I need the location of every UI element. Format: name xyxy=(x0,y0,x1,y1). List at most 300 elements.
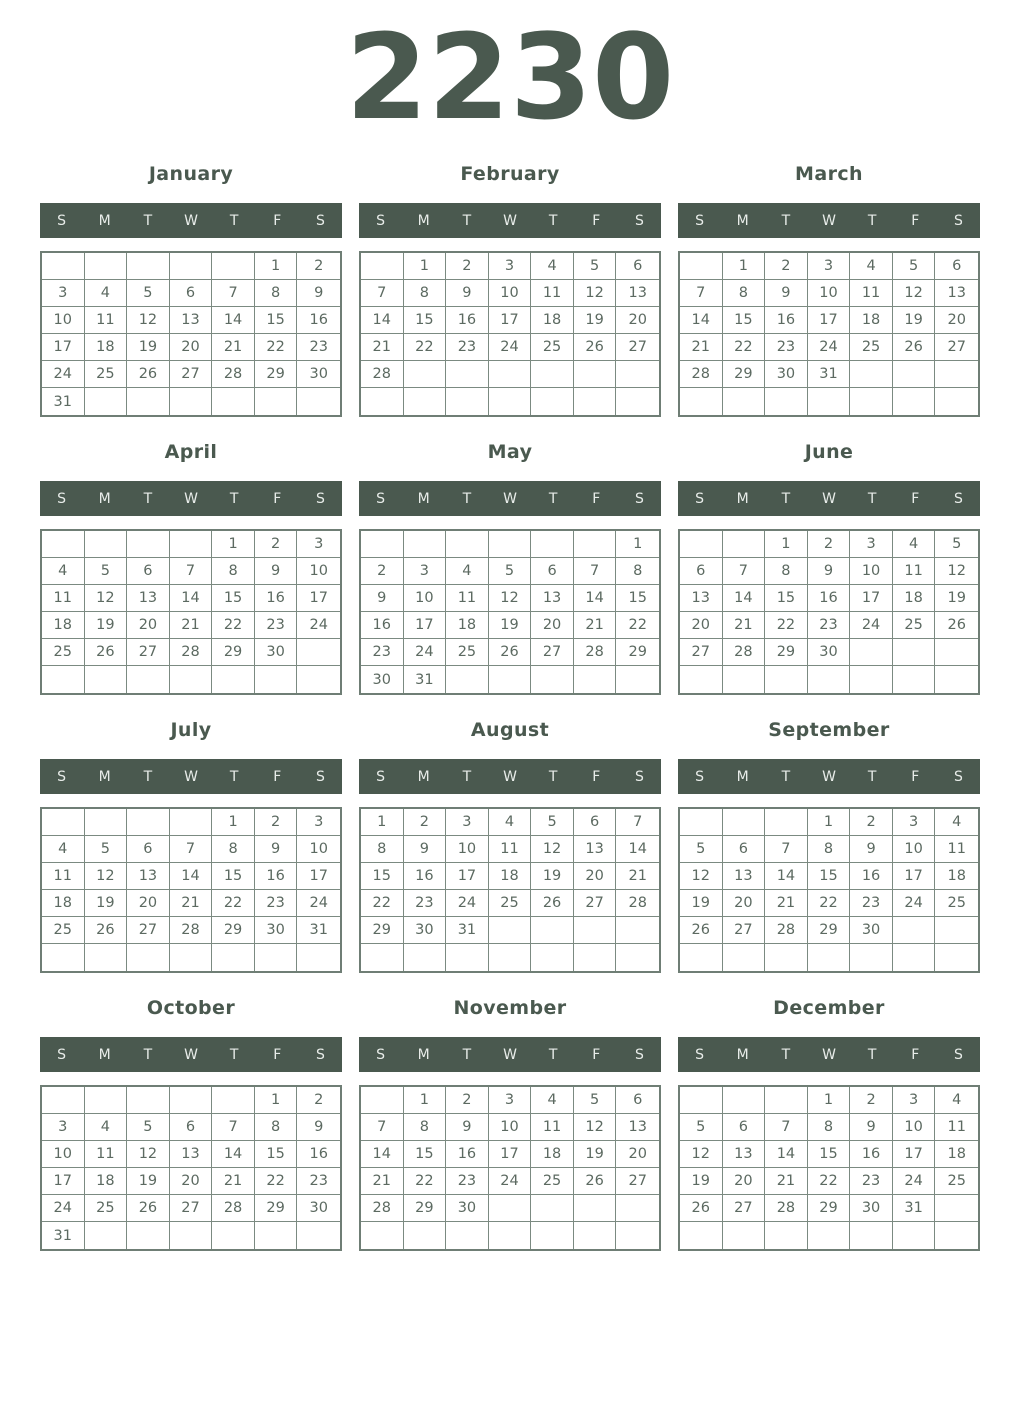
day-cell: 2 xyxy=(850,1087,893,1114)
day-cell: 23 xyxy=(446,334,489,361)
day-cell: 1 xyxy=(808,1087,851,1114)
day-cell: 1 xyxy=(255,253,298,280)
day-cell: 3 xyxy=(893,809,936,836)
day-cell-empty xyxy=(935,944,978,971)
day-cell-empty xyxy=(170,944,213,971)
month-section xyxy=(40,145,342,423)
day-cell: 20 xyxy=(170,1168,213,1195)
day-cell-empty xyxy=(170,253,213,280)
day-cell: 25 xyxy=(850,334,893,361)
day-cell: 26 xyxy=(893,334,936,361)
day-cell-empty xyxy=(616,666,659,693)
day-cell: 14 xyxy=(212,1141,255,1168)
day-cell-empty xyxy=(808,944,851,971)
day-cell: 12 xyxy=(127,307,170,334)
weekday-label: S xyxy=(57,490,67,507)
day-cell: 10 xyxy=(489,1114,532,1141)
day-cell: 21 xyxy=(680,334,723,361)
day-cell: 3 xyxy=(297,531,340,558)
month-day-grid xyxy=(678,251,980,417)
day-cell: 29 xyxy=(255,361,298,388)
day-cell: 5 xyxy=(893,253,936,280)
weekday-label: W xyxy=(184,490,198,507)
day-cell: 31 xyxy=(446,917,489,944)
day-cell: 28 xyxy=(361,1195,404,1222)
weekday-label: M xyxy=(736,768,749,785)
day-cell: 24 xyxy=(446,890,489,917)
day-cell: 16 xyxy=(255,863,298,890)
day-cell: 5 xyxy=(127,280,170,307)
day-cell: 7 xyxy=(723,558,766,585)
day-cell: 27 xyxy=(170,361,213,388)
day-cell-empty xyxy=(935,388,978,415)
day-cell: 14 xyxy=(170,863,213,890)
weekday-label: T xyxy=(229,212,239,229)
day-cell: 17 xyxy=(42,334,85,361)
day-cell: 12 xyxy=(893,280,936,307)
day-cell: 19 xyxy=(680,1168,723,1195)
day-cell: 17 xyxy=(446,863,489,890)
weekday-label: T xyxy=(781,212,791,229)
day-cell: 3 xyxy=(489,1087,532,1114)
day-cell: 31 xyxy=(42,388,85,415)
day-cell: 23 xyxy=(446,1168,489,1195)
day-cell-empty xyxy=(680,531,723,558)
day-cell-empty xyxy=(85,253,128,280)
weekday-label: T xyxy=(462,1046,472,1063)
day-cell: 11 xyxy=(893,558,936,585)
day-cell: 26 xyxy=(127,361,170,388)
day-cell: 14 xyxy=(616,836,659,863)
day-cell: 30 xyxy=(255,917,298,944)
weekday-label: M xyxy=(417,490,430,507)
weekday-label: S xyxy=(315,768,325,785)
day-cell: 19 xyxy=(489,612,532,639)
weekday-label: F xyxy=(911,1046,920,1063)
month-name: September xyxy=(768,719,890,741)
day-cell: 25 xyxy=(893,612,936,639)
month-section xyxy=(678,145,980,423)
day-cell: 29 xyxy=(404,1195,447,1222)
day-cell: 27 xyxy=(616,334,659,361)
day-cell: 20 xyxy=(531,612,574,639)
day-cell: 5 xyxy=(489,558,532,585)
day-cell: 10 xyxy=(893,1114,936,1141)
day-cell-empty xyxy=(574,1222,617,1249)
day-cell: 19 xyxy=(127,1168,170,1195)
day-cell: 12 xyxy=(85,585,128,612)
day-cell-empty xyxy=(531,666,574,693)
day-cell: 10 xyxy=(489,280,532,307)
day-cell-empty xyxy=(765,666,808,693)
day-cell-empty xyxy=(489,917,532,944)
day-cell: 6 xyxy=(935,253,978,280)
day-cell: 26 xyxy=(489,639,532,666)
weekday-label: M xyxy=(736,490,749,507)
weekday-header-row xyxy=(40,759,342,794)
day-cell-empty xyxy=(531,917,574,944)
day-cell: 26 xyxy=(127,1195,170,1222)
day-cell: 5 xyxy=(680,1114,723,1141)
day-cell: 19 xyxy=(574,1141,617,1168)
day-cell: 3 xyxy=(893,1087,936,1114)
day-cell: 20 xyxy=(723,890,766,917)
day-cell: 11 xyxy=(935,836,978,863)
day-cell: 15 xyxy=(404,1141,447,1168)
day-cell-empty xyxy=(446,666,489,693)
day-cell-empty xyxy=(574,1195,617,1222)
day-cell: 18 xyxy=(489,863,532,890)
day-cell: 11 xyxy=(42,863,85,890)
day-cell: 15 xyxy=(765,585,808,612)
day-cell: 16 xyxy=(446,307,489,334)
month-section xyxy=(40,423,342,701)
day-cell: 1 xyxy=(404,1087,447,1114)
day-cell-empty xyxy=(212,666,255,693)
month-section xyxy=(359,423,661,701)
day-cell: 6 xyxy=(616,1087,659,1114)
day-cell: 30 xyxy=(808,639,851,666)
month-day-grid xyxy=(359,529,661,695)
day-cell: 22 xyxy=(212,890,255,917)
day-cell-empty xyxy=(850,639,893,666)
weekday-label: T xyxy=(867,1046,877,1063)
year-header xyxy=(0,0,1020,145)
month-day-grid xyxy=(40,251,342,417)
day-cell: 20 xyxy=(127,890,170,917)
day-cell: 3 xyxy=(42,280,85,307)
weekday-label: S xyxy=(57,1046,67,1063)
day-cell: 25 xyxy=(85,361,128,388)
month-day-grid xyxy=(359,251,661,417)
day-cell: 15 xyxy=(808,1141,851,1168)
month-day-grid xyxy=(678,807,980,973)
day-cell: 16 xyxy=(850,1141,893,1168)
day-cell-empty xyxy=(85,944,128,971)
day-cell-empty xyxy=(361,531,404,558)
day-cell: 13 xyxy=(531,585,574,612)
day-cell: 11 xyxy=(935,1114,978,1141)
day-cell-empty xyxy=(127,1222,170,1249)
day-cell-empty xyxy=(489,1222,532,1249)
day-cell-empty xyxy=(170,666,213,693)
day-cell-empty xyxy=(531,361,574,388)
day-cell: 13 xyxy=(935,280,978,307)
day-cell: 1 xyxy=(212,531,255,558)
day-cell: 18 xyxy=(85,334,128,361)
day-cell: 10 xyxy=(42,307,85,334)
day-cell: 26 xyxy=(574,1168,617,1195)
weekday-header-row xyxy=(359,203,661,238)
day-cell: 22 xyxy=(808,1168,851,1195)
day-cell: 30 xyxy=(850,917,893,944)
day-cell: 30 xyxy=(850,1195,893,1222)
day-cell: 7 xyxy=(765,1114,808,1141)
day-cell: 17 xyxy=(42,1168,85,1195)
day-cell: 15 xyxy=(404,307,447,334)
weekday-header-row xyxy=(40,203,342,238)
day-cell: 28 xyxy=(212,1195,255,1222)
day-cell-empty xyxy=(680,944,723,971)
day-cell: 4 xyxy=(42,836,85,863)
day-cell: 15 xyxy=(723,307,766,334)
day-cell-empty xyxy=(574,388,617,415)
day-cell: 19 xyxy=(85,890,128,917)
day-cell: 21 xyxy=(212,334,255,361)
day-cell: 8 xyxy=(723,280,766,307)
weekday-label: M xyxy=(98,768,111,785)
day-cell: 6 xyxy=(170,1114,213,1141)
day-cell-empty xyxy=(850,388,893,415)
day-cell-empty xyxy=(935,1195,978,1222)
day-cell: 20 xyxy=(127,612,170,639)
day-cell-empty xyxy=(127,388,170,415)
day-cell: 11 xyxy=(85,1141,128,1168)
day-cell: 15 xyxy=(616,585,659,612)
weekday-label: T xyxy=(867,768,877,785)
weekday-header-row xyxy=(40,481,342,516)
weekday-label: F xyxy=(592,768,601,785)
weekday-label: F xyxy=(273,1046,282,1063)
day-cell: 24 xyxy=(893,1168,936,1195)
day-cell: 30 xyxy=(255,639,298,666)
day-cell: 28 xyxy=(574,639,617,666)
day-cell: 5 xyxy=(85,836,128,863)
month-name: August xyxy=(470,719,550,741)
day-cell: 21 xyxy=(574,612,617,639)
weekday-label: S xyxy=(376,768,386,785)
day-cell: 10 xyxy=(297,836,340,863)
day-cell: 4 xyxy=(85,280,128,307)
day-cell: 24 xyxy=(489,334,532,361)
day-cell: 24 xyxy=(297,612,340,639)
day-cell: 2 xyxy=(255,809,298,836)
day-cell: 23 xyxy=(361,639,404,666)
day-cell: 1 xyxy=(808,809,851,836)
day-cell: 1 xyxy=(255,1087,298,1114)
day-cell: 13 xyxy=(170,1141,213,1168)
day-cell-empty xyxy=(489,361,532,388)
day-cell-empty xyxy=(212,1087,255,1114)
weekday-label: S xyxy=(57,768,67,785)
day-cell: 5 xyxy=(574,253,617,280)
day-cell: 21 xyxy=(765,1168,808,1195)
day-cell: 9 xyxy=(297,1114,340,1141)
day-cell: 1 xyxy=(723,253,766,280)
day-cell-empty xyxy=(85,1222,128,1249)
day-cell-empty xyxy=(765,1222,808,1249)
weekday-header-row xyxy=(359,481,661,516)
weekday-label: F xyxy=(911,768,920,785)
day-cell: 2 xyxy=(297,253,340,280)
day-cell-empty xyxy=(42,944,85,971)
day-cell: 19 xyxy=(574,307,617,334)
day-cell: 18 xyxy=(850,307,893,334)
day-cell-empty xyxy=(574,666,617,693)
day-cell: 15 xyxy=(255,307,298,334)
day-cell: 8 xyxy=(404,1114,447,1141)
day-cell: 15 xyxy=(808,863,851,890)
day-cell: 21 xyxy=(765,890,808,917)
weekday-label: F xyxy=(592,490,601,507)
day-cell: 16 xyxy=(765,307,808,334)
day-cell: 5 xyxy=(127,1114,170,1141)
day-cell: 19 xyxy=(893,307,936,334)
weekday-label: T xyxy=(143,768,153,785)
day-cell-empty xyxy=(297,639,340,666)
day-cell: 26 xyxy=(680,1195,723,1222)
day-cell: 8 xyxy=(616,558,659,585)
day-cell: 3 xyxy=(489,253,532,280)
day-cell-empty xyxy=(404,388,447,415)
day-cell: 9 xyxy=(765,280,808,307)
weekday-label: S xyxy=(695,1046,705,1063)
day-cell: 31 xyxy=(893,1195,936,1222)
day-cell-empty xyxy=(723,531,766,558)
day-cell-empty xyxy=(893,388,936,415)
weekday-label: T xyxy=(143,490,153,507)
day-cell: 16 xyxy=(446,1141,489,1168)
day-cell: 12 xyxy=(574,280,617,307)
day-cell: 22 xyxy=(808,890,851,917)
day-cell: 13 xyxy=(723,863,766,890)
day-cell-empty xyxy=(85,809,128,836)
day-cell: 8 xyxy=(808,836,851,863)
day-cell-empty xyxy=(489,388,532,415)
day-cell: 5 xyxy=(680,836,723,863)
day-cell-empty xyxy=(574,944,617,971)
day-cell: 27 xyxy=(531,639,574,666)
day-cell: 18 xyxy=(85,1168,128,1195)
day-cell: 21 xyxy=(212,1168,255,1195)
day-cell: 27 xyxy=(723,917,766,944)
day-cell: 20 xyxy=(935,307,978,334)
day-cell: 3 xyxy=(850,531,893,558)
day-cell: 23 xyxy=(297,1168,340,1195)
day-cell: 10 xyxy=(42,1141,85,1168)
day-cell: 20 xyxy=(616,1141,659,1168)
day-cell: 11 xyxy=(446,585,489,612)
day-cell: 18 xyxy=(42,612,85,639)
day-cell-empty xyxy=(808,1222,851,1249)
month-section xyxy=(359,145,661,423)
weekday-label: F xyxy=(592,1046,601,1063)
day-cell: 7 xyxy=(212,280,255,307)
day-cell: 11 xyxy=(42,585,85,612)
day-cell: 6 xyxy=(127,558,170,585)
day-cell: 18 xyxy=(446,612,489,639)
day-cell: 6 xyxy=(574,809,617,836)
day-cell-empty xyxy=(42,666,85,693)
day-cell-empty xyxy=(574,361,617,388)
weekday-label: T xyxy=(867,490,877,507)
day-cell-empty xyxy=(85,531,128,558)
day-cell: 16 xyxy=(808,585,851,612)
day-cell: 20 xyxy=(723,1168,766,1195)
day-cell: 31 xyxy=(808,361,851,388)
month-day-grid xyxy=(678,529,980,695)
weekday-label: F xyxy=(911,212,920,229)
day-cell: 8 xyxy=(361,836,404,863)
day-cell-empty xyxy=(361,944,404,971)
day-cell: 13 xyxy=(723,1141,766,1168)
day-cell: 22 xyxy=(404,334,447,361)
day-cell-empty xyxy=(85,1087,128,1114)
day-cell-empty xyxy=(127,531,170,558)
day-cell: 9 xyxy=(808,558,851,585)
day-cell-empty xyxy=(935,917,978,944)
day-cell-empty xyxy=(404,1222,447,1249)
day-cell-empty xyxy=(489,944,532,971)
day-cell: 8 xyxy=(765,558,808,585)
month-section xyxy=(40,979,342,1257)
day-cell: 1 xyxy=(404,253,447,280)
day-cell: 6 xyxy=(170,280,213,307)
day-cell: 19 xyxy=(935,585,978,612)
day-cell: 26 xyxy=(680,917,723,944)
day-cell: 2 xyxy=(446,253,489,280)
day-cell: 4 xyxy=(489,809,532,836)
day-cell: 22 xyxy=(255,334,298,361)
weekday-label: S xyxy=(634,212,644,229)
weekday-label: S xyxy=(57,212,67,229)
day-cell-empty xyxy=(893,1222,936,1249)
day-cell: 13 xyxy=(170,307,213,334)
month-section xyxy=(678,979,980,1257)
day-cell-empty xyxy=(531,531,574,558)
day-cell: 18 xyxy=(893,585,936,612)
day-cell: 7 xyxy=(361,1114,404,1141)
weekday-label: M xyxy=(98,1046,111,1063)
day-cell-empty xyxy=(723,388,766,415)
day-cell-empty xyxy=(170,388,213,415)
month-name: February xyxy=(460,163,560,185)
day-cell-empty xyxy=(850,944,893,971)
weekday-label: T xyxy=(548,212,558,229)
day-cell: 28 xyxy=(765,1195,808,1222)
month-name: June xyxy=(804,441,854,463)
weekday-label: T xyxy=(548,768,558,785)
day-cell: 16 xyxy=(297,307,340,334)
day-cell: 9 xyxy=(361,585,404,612)
weekday-label: F xyxy=(911,490,920,507)
day-cell: 4 xyxy=(446,558,489,585)
day-cell: 17 xyxy=(489,1141,532,1168)
day-cell: 10 xyxy=(893,836,936,863)
weekday-label: S xyxy=(376,490,386,507)
day-cell: 6 xyxy=(531,558,574,585)
day-cell: 24 xyxy=(808,334,851,361)
weekday-label: S xyxy=(634,490,644,507)
day-cell: 10 xyxy=(446,836,489,863)
day-cell: 13 xyxy=(616,280,659,307)
day-cell: 19 xyxy=(531,863,574,890)
day-cell: 1 xyxy=(361,809,404,836)
day-cell: 23 xyxy=(255,890,298,917)
day-cell-empty xyxy=(616,1195,659,1222)
day-cell: 31 xyxy=(404,666,447,693)
day-cell-empty xyxy=(680,388,723,415)
day-cell: 21 xyxy=(361,334,404,361)
day-cell: 25 xyxy=(531,334,574,361)
day-cell: 26 xyxy=(574,334,617,361)
day-cell: 18 xyxy=(531,307,574,334)
day-cell: 21 xyxy=(170,890,213,917)
day-cell: 13 xyxy=(127,585,170,612)
day-cell: 30 xyxy=(446,1195,489,1222)
day-cell: 21 xyxy=(170,612,213,639)
month-day-grid xyxy=(40,1085,342,1251)
